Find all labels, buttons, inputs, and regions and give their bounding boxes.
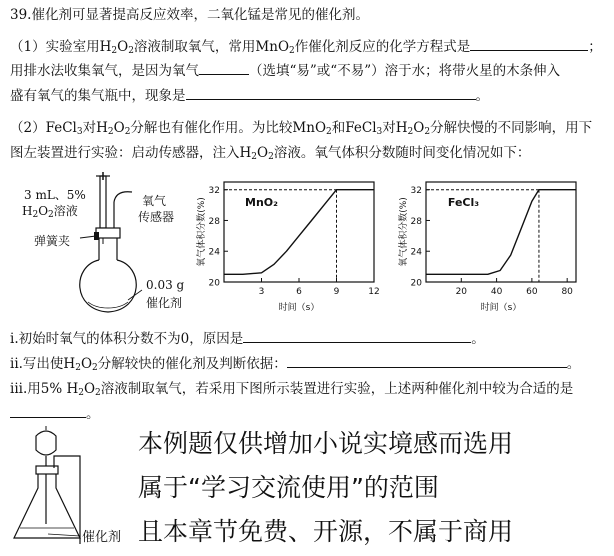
answer-blank-phenomenon[interactable] [186, 87, 476, 100]
part2-line2: 图左装置进行实验：启动传感器，注入$H_2O_2$溶液。氧气体积分数随时间变化情况如下： [10, 145, 531, 162]
x-tick-label: 9 [333, 287, 340, 297]
chart-title: FeCl₃ [447, 196, 480, 209]
label-clamp: 弹簧夹 [34, 234, 71, 248]
part1-line3: 盛有氧气的集气瓶中，现象是 。 [10, 88, 489, 104]
chart-fecl3-svg [398, 174, 586, 320]
label-catalyst-mass: 0.03 g [146, 278, 185, 292]
label-sensor-1: 氧气 [142, 194, 167, 208]
y-tick-label: 28 [208, 216, 220, 227]
conical-flask-diagram [8, 426, 140, 552]
y-tick-label: 32 [208, 186, 220, 197]
question-title: 39.催化剂可显著提高反应效率，二氧化锰是常见的催化剂。 [10, 7, 369, 23]
y-tick-label: 32 [410, 186, 422, 197]
label-catalyst: 催化剂 [146, 296, 183, 310]
label-solution-name: $H_2O_2$溶液 [22, 204, 78, 220]
watermark-line-3: 且本章节免费、开源，不属于商用 [138, 517, 514, 546]
y-tick-label: 24 [410, 247, 422, 258]
label-sensor-2: 传感器 [138, 210, 175, 224]
x-tick-label: 80 [561, 287, 573, 297]
x-axis-label: 时间（s） [480, 303, 522, 313]
answer-blank-ii[interactable] [287, 355, 567, 368]
y-axis-label: 氧气体积分数(%) [399, 197, 409, 267]
x-tick-label: 6 [296, 287, 302, 297]
x-tick-label: 60 [526, 287, 538, 297]
answer-blank-iii[interactable] [10, 405, 86, 418]
part1-line2: 用排水法收集氧气，是因为氧气 （选填“易”或“不易”）溶于水；将带火星的木条伸入 [10, 63, 561, 79]
x-tick-label: 12 [368, 287, 380, 297]
label-solution-volume: 3 mL、5% [24, 188, 86, 202]
part2-line1: （2）FeCl$_3$对$H_2O_2$分解也有催化作用。为比较MnO$_2$和FeCl$_3$对$H_2O_2$分解快慢的不同影响，用下 [10, 120, 593, 137]
chart-title: MnO₂ [245, 196, 278, 209]
watermark-line-1: 本例题仅供增加小说实境感而选用 [138, 429, 514, 458]
question-iii-blank-line: 。 [10, 405, 100, 423]
answer-blank-i[interactable] [243, 330, 471, 343]
question-iii: iii.用5% $H_2O_2$溶液制取氧气，若采用下图所示装置进行实验，上述两种催化剂中较为合适的是 [10, 381, 574, 398]
y-axis-label: 氧气体积分数(%) [197, 197, 207, 267]
apparatus-diagram [20, 172, 200, 322]
y-tick-label: 20 [410, 278, 422, 289]
y-tick-label: 20 [208, 278, 220, 289]
x-axis-label: 时间（s） [278, 303, 320, 313]
y-tick-label: 28 [410, 216, 422, 227]
watermark-line-2: 属于“学习交流使用”的范围 [138, 473, 439, 502]
x-tick-label: 40 [490, 287, 503, 297]
answer-blank-solubility[interactable] [199, 62, 249, 75]
question-ii: ii.写出使$H_2O_2$分解较快的催化剂及判断依据： 。 [10, 356, 581, 373]
question-i: i.初始时氧气的体积分数不为0，原因是 。 [10, 331, 485, 347]
chart-mno2 [196, 174, 384, 324]
part1-line1: （1）实验室用$H_2O_2$溶液制取氧气，常用MnO$_2$作催化剂反应的化学方程式是 ； [10, 39, 602, 56]
label-bottom-catalyst: 催化剂 [82, 530, 122, 545]
chart-mno2-svg [196, 174, 384, 320]
y-tick-label: 24 [208, 247, 220, 258]
x-tick-label: 3 [258, 287, 265, 297]
chart-fecl3 [398, 174, 586, 324]
x-tick-label: 20 [455, 287, 468, 297]
answer-blank-equation[interactable] [470, 38, 588, 51]
